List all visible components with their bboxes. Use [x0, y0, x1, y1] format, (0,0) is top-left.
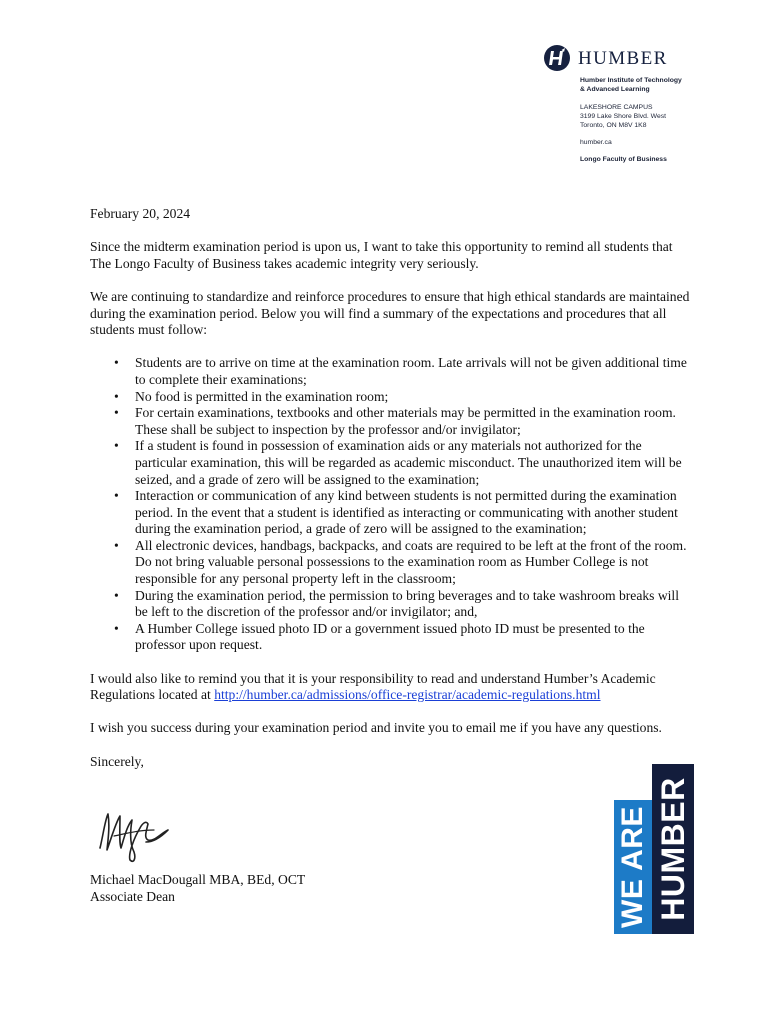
regulations-text: I would also like to remind you that it is your responsibility to read and understand Humber’s Academic Regulations located at — [90, 670, 656, 703]
humber-h-logo-icon — [544, 45, 570, 71]
list-item-text: A Humber College issued photo ID or a government issued photo ID must be presented to the professor upon request. — [135, 620, 645, 653]
campus-name: LAKESHORE CAMPUS — [580, 104, 653, 111]
letterhead — [544, 44, 754, 164]
closing-paragraph: I wish you success during your examination period and invite you to email me if you have any questions. — [90, 720, 662, 736]
list-item-text: For certain examinations, textbooks and other materials may be permitted in the examination room. These shall be subject to inspection by the professor and/or invigilator; — [135, 405, 676, 437]
bullet-icon: • — [114, 537, 119, 553]
bullet-icon: • — [114, 587, 119, 603]
signer-name: Michael MacDougall MBA, BEd, OCT — [90, 872, 306, 887]
list-item — [90, 438, 690, 488]
institution-line-2: & Advanced Learning — [580, 86, 650, 93]
list-item-text: If a student is found in possession of examination aids or any materials not authorized for the particular examination, this will be regarded as academic misconduct. The unauthorized item will be seized, and a grade of zero will be assigned to the examination; — [135, 438, 682, 487]
humber-panel — [652, 764, 694, 934]
bullet-icon: • — [114, 620, 119, 636]
bullet-icon: • — [114, 438, 119, 454]
list-item — [90, 488, 690, 538]
academic-regulations-link[interactable]: http://humber.ca/admissions/office-registrar/academic-regulations.html — [214, 687, 601, 703]
sign-off: Sincerely, — [90, 753, 144, 769]
handwritten-signature — [94, 796, 176, 868]
intro-paragraph: Since the midterm examination period is upon us, I want to take this opportunity to remind all students that The Longo Faculty of Business takes academic integrity very seriously. — [90, 239, 673, 271]
humber-logo — [544, 44, 754, 72]
we-are-panel — [614, 800, 652, 934]
list-item — [90, 389, 690, 406]
letter-date: February 20, 2024 — [90, 206, 191, 221]
list-item — [90, 588, 690, 621]
institution-name — [580, 76, 754, 94]
list-item — [90, 405, 690, 438]
list-item-text: All electronic devices, handbags, backpacks, and coats are required to be left at the front of the room. Do not bring valuable personal possessions to the examination room as Humber College is not responsible for any personal property left in the classroom; — [135, 537, 687, 587]
list-item — [90, 621, 690, 654]
city-postal: Toronto, ON M8V 1K8 — [580, 122, 647, 129]
procedures-paragraph: We are continuing to standardize and reinforce procedures to ensure that high ethical standards are maintained during the examination period. Below you will find a summary of the expectations and procedures that all students must follow: — [90, 288, 690, 338]
signer-title: Associate Dean — [90, 888, 175, 904]
list-item-text: No food is permitted in the examination room; — [135, 388, 389, 404]
street-address: 3199 Lake Shore Blvd. West — [580, 113, 667, 120]
list-item — [90, 538, 690, 588]
brand-wordmark: HUMBER — [578, 47, 668, 69]
humber-text: HUMBER — [655, 777, 691, 921]
bullet-icon: • — [114, 405, 119, 421]
campus-address — [580, 103, 754, 130]
bullet-icon: • — [114, 355, 119, 371]
regulations-paragraph — [90, 671, 690, 704]
bullet-icon: • — [114, 488, 119, 504]
website: humber.ca — [580, 139, 612, 146]
we-are-humber-badge — [614, 764, 694, 934]
institution-line-1: Humber Institute of Technology — [580, 77, 682, 84]
list-item — [90, 355, 690, 388]
list-item-text: During the examination period, the permission to bring beverages and to take washroom breaks will be left to the discretion of the professor and/or invigilator; and, — [135, 587, 679, 620]
we-are-text: WE ARE — [616, 806, 649, 928]
bullet-icon: • — [114, 388, 119, 404]
expectations-list — [90, 355, 690, 654]
signature-block — [90, 872, 305, 905]
list-item-text: Students are to arrive on time at the examination room. Late arrivals will not be given additional time to complete their examinations; — [135, 355, 687, 387]
list-item-text: Interaction or communication of any kind between students is not permitted during the examination period. In the event that a student is identified as interacting or communicating with another student during the examination period, a grade of zero will be assigned to the examination; — [135, 488, 678, 537]
letter-body — [90, 206, 690, 770]
faculty-name: Longo Faculty of Business — [580, 156, 667, 163]
